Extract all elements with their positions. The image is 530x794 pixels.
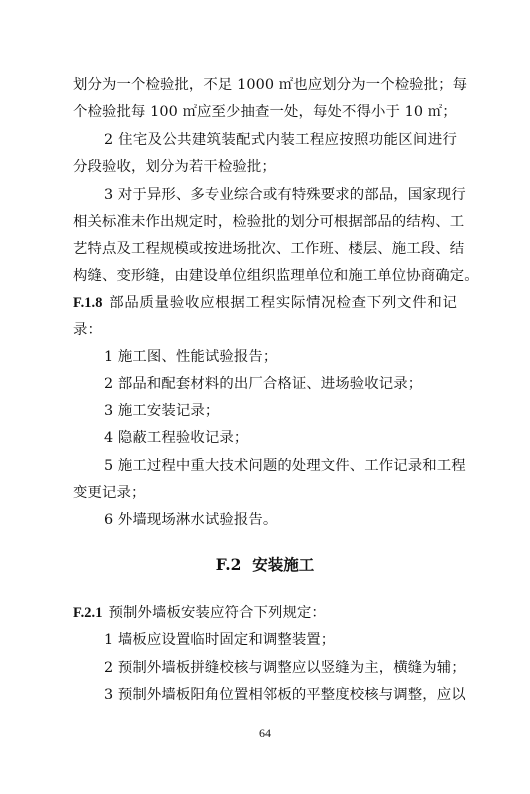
list-item: 2 预制外墙板拼缝校核与调整应以竖缝为主，横缝为辅； — [104, 660, 466, 676]
list-item: 1 施工图、性能试验报告； — [104, 349, 278, 365]
list-item: 6 外墙现场淋水试验报告。 — [104, 512, 278, 528]
list-item: 3 对于异形、多专业综合或有特殊要求的部品，国家现行 — [104, 187, 466, 203]
body-line: 分段验收，划分为若干检验批； — [73, 159, 276, 175]
section-number: F.2 — [215, 555, 242, 574]
body-line: 构缝、变形缝，由建设单位组织监理单位和施工单位协商确定。 — [73, 268, 479, 284]
list-item: 5 施工过程中重大技术问题的处理文件、工作记录和工程 — [104, 458, 466, 474]
list-item: 2 部品和配套材料的出厂合格证、进场验收记录； — [104, 376, 423, 392]
list-item: 1 墙板应设置临时固定和调整装置； — [104, 632, 336, 648]
page-number: 64 — [259, 726, 271, 740]
section-title: 安装施工 — [252, 555, 315, 574]
section-heading — [0, 554, 530, 576]
list-item: 3 预制外墙板阳角位置相邻板的平整度校核与调整，应以 — [104, 687, 466, 703]
body-line: 个检验批每 100 ㎡应至少抽查一处，每处不得小于 10 ㎡； — [73, 104, 457, 120]
body-line: 艺特点及工程规模或按进场批次、工作班、楼层、施工段、结 — [73, 241, 465, 257]
body-line: 变更记录； — [73, 485, 146, 501]
body-line: 相关标准未作出规定时，检验批的划分可根据部品的结构、工 — [73, 214, 465, 230]
body-line: 划分为一个检验批，不足 1000 ㎡也应划分为一个检验批；每 — [73, 77, 468, 93]
list-item: 3 施工安装记录； — [104, 403, 220, 419]
clause-number: F.1.8 — [73, 295, 103, 311]
clause-number: F.2.1 — [73, 605, 103, 621]
list-item: 4 隐蔽工程验收记录； — [104, 430, 249, 446]
list-item: 2 住宅及公共建筑装配式内装工程应按照功能区间进行 — [104, 132, 457, 148]
clause-text: 预制外墙板安装应符合下列规定： — [108, 605, 326, 621]
clause-f21 — [73, 603, 326, 623]
body-line: 录： — [73, 322, 102, 338]
clause-text: 部品质量验收应根据工程实际情况检查下列文件和记 — [108, 295, 457, 311]
clause-f18 — [73, 293, 457, 313]
